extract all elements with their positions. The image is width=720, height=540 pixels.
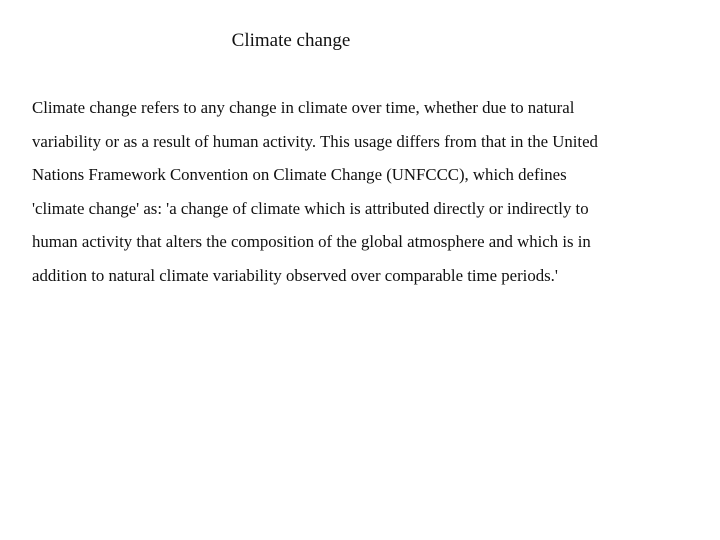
paragraph-line: Climate change refers to any change in climate over time, whether due to natural — [32, 98, 575, 117]
paragraph-line: human activity that alters the composition of the global atmosphere and which is in — [32, 232, 591, 252]
paragraph-line: variability or as a result of human activity. This usage differs from that in the United — [32, 131, 598, 151]
paragraph-line: 'climate change' as: 'a change of climate which is attributed directly or indirectly to — [32, 198, 589, 218]
body-paragraph — [32, 91, 692, 293]
paragraph-line: Nations Framework Convention on Climate Change (UNFCCC), which defines — [32, 165, 567, 185]
page-title: Climate change — [231, 30, 351, 51]
paragraph-line: addition to natural climate variability observed over comparable time periods.' — [32, 265, 558, 285]
